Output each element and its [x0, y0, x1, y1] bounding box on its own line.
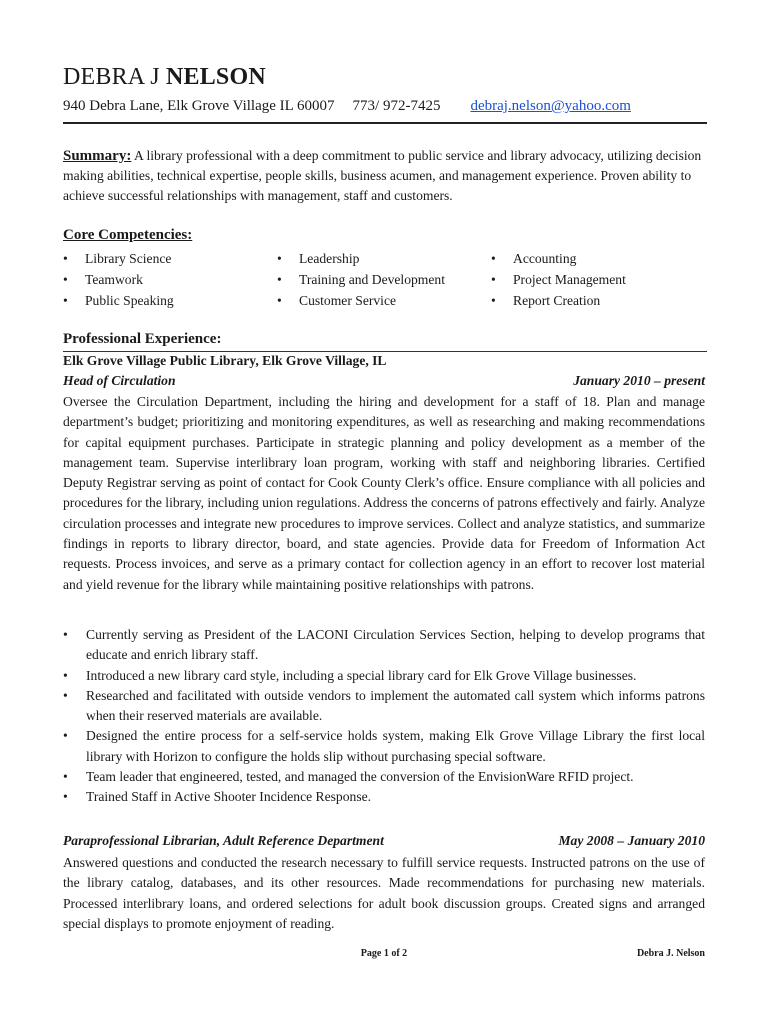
experience-divider [63, 351, 707, 352]
employer-name: Elk Grove Village Public Library, Elk Grove Village, IL [63, 353, 387, 368]
competency-item: • Public Speaking [63, 293, 174, 308]
job-description-1: Oversee the Circulation Department, including the hiring and development for a staff of 18. Plan and manage department’s budget; prioritizing and monitoring expenditures, as well as researching and making recommendations for capital equipment purchases. Participate in strategic planning and policy development as a member of the management team. Supervise interlibrary loan program, working with staff and neighboring libraries. Certified Deputy Registrar serving as point of contact for Cook County Clerk’s office. Ensure compliance with all policies and procedures for the library, including union regulations. Address the concerns of patrons effectively and fairly. Analyze circulation processes and integrate new procedures to improve services. Collect and analyze statistics, and summarize findings in reports to library director, board, and state agencies. Provide data for Freedom of Information Act requests. Process invoices, and serve as a primary contact for collection agency in an effort to recover lost material and yield revenue for the library while maintaining positive relationships with patrons. [63, 394, 705, 592]
job-dates: January 2010 – present [573, 373, 705, 388]
job-header-1 [63, 373, 705, 389]
header-divider [63, 122, 707, 124]
list-item: • Researched and facilitated with outside vendors to implement the automated call system which informs patrons when their reserved materials are available. [63, 687, 705, 724]
achievements-list [63, 625, 705, 808]
job-dates: May 2008 – January 2010 [558, 833, 705, 848]
competency-item: • Project Management [491, 272, 626, 287]
list-item: • Trained Staff in Active Shooter Incidence Response. [63, 789, 372, 805]
list-item: • Currently serving as President of the LACONI Circulation Services Section, helping to develop programs that educate and enrich library staff. [63, 627, 705, 663]
job-description-2: Answered questions and conducted the research necessary to fulfill service requests. Instructed patrons on the use of the library catalog, databases, and its other resources. Made recommendations for purchasing new materials. Processed interlibrary loans, and ordered selections for adult book discussion groups. Created signs and arranged special displays to promote enjoyment of reading. [63, 855, 705, 931]
first-name: DEBRA J [63, 64, 160, 90]
phone: 773/ 972-7425 [352, 98, 441, 114]
competency-item: • Leadership [277, 251, 360, 266]
job-header-2 [63, 833, 705, 849]
competencies-column-1 [63, 248, 174, 311]
last-name: NELSON [165, 64, 266, 90]
list-item: • Team leader that engineered, tested, and managed the conversion of the EnvisionWare RFID project. [63, 769, 634, 785]
contact-line [63, 98, 631, 115]
competencies-heading: Core Competencies: [63, 227, 193, 243]
job-title: Paraprofessional Librarian, Adult Reference Department [63, 833, 384, 848]
summary-section [63, 146, 703, 206]
competency-item: • Training and Development [277, 272, 445, 287]
summary-text: A library professional with a deep commitment to public service and library advocacy, utilizing decision making abilities, technical expertise, people skills, business acumen, and management experience. Proven ability to achieve successful relationships with management, staff and customers. [63, 148, 702, 203]
page-number: Page 1 of 2 [360, 948, 408, 959]
competencies-column-2 [277, 248, 445, 311]
competency-item: • Teamwork [63, 272, 143, 287]
competencies-column-3 [491, 248, 626, 311]
summary-label: Summary: [63, 148, 132, 164]
competency-item: • Report Creation [491, 293, 601, 308]
competency-item: • Accounting [491, 251, 577, 266]
competency-item: • Customer Service [277, 293, 397, 308]
list-item: • Designed the entire process for a self-service holds system, making Elk Grove Village Library the first local library with Horizon to configure the holds slip without purchasing special software. [63, 728, 705, 764]
address: 940 Debra Lane, Elk Grove Village IL 60007 [63, 98, 335, 114]
experience-heading: Professional Experience: [63, 331, 222, 347]
candidate-name [63, 64, 266, 91]
list-item: • Introduced a new library card style, including a special library card for Elk Grove Village businesses. [63, 667, 637, 683]
competency-item: • Library Science [63, 251, 172, 266]
footer-name: Debra J. Nelson [636, 948, 705, 959]
email-link[interactable]: debraj.nelson@yahoo.com [470, 98, 631, 114]
job-title: Head of Circulation [63, 373, 176, 388]
